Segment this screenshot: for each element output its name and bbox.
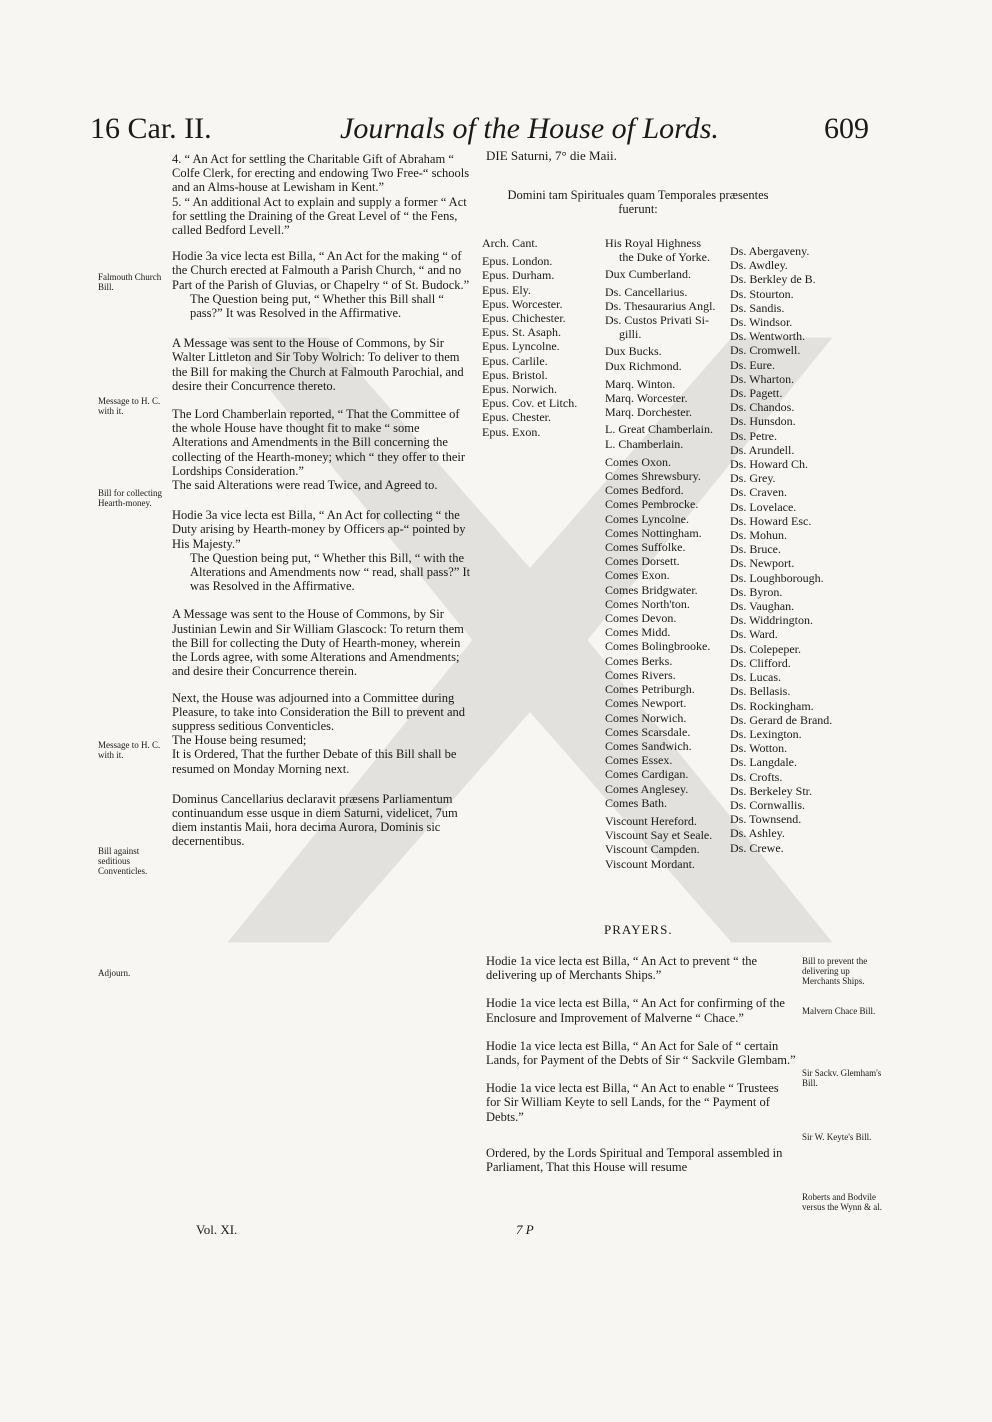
lord-entry: Comes Bridgwater. <box>605 582 698 597</box>
resumed-entry: The House being resumed; <box>172 733 307 748</box>
lord-entry: L. Chamberlain. <box>605 436 684 451</box>
lord-entry: Ds. Awdley. <box>730 258 788 273</box>
margin-note: Roberts and Bodvile versus the Wynn & al. <box>802 1192 883 1212</box>
order-entry: It is Ordered, That the further Debate of this Bill shall be resumed on Monday Morning next. <box>172 747 457 776</box>
lord-entry: Epus. London. <box>482 254 553 269</box>
lord-entry: Comes Newport. <box>605 696 687 711</box>
lord-entry: Ds. Mohun. <box>730 528 788 543</box>
lord-entry: Ds. Cancellarius. <box>605 284 688 299</box>
lord-entry: Ds. Eure. <box>730 357 775 372</box>
lord-entry: Ds. Lucas. <box>730 670 781 685</box>
margin-note: Sir W. Keyte's Bill. <box>802 1132 872 1142</box>
lord-entry: Ds. Cromwell. <box>730 343 801 358</box>
lord-entry: Ds. Langdale. <box>730 755 797 770</box>
bill-entry: Hodie 3a vice lecta est Billa, “ An Act for collecting “ the Duty arising by Hearth-money by Officers ap-“ pointed by His Majesty.” <box>172 508 466 551</box>
lord-entry: the Duke of Yorke. <box>619 250 710 265</box>
lord-entry: Ds. Wentworth. <box>730 329 806 344</box>
spiritual-lords-list <box>482 236 577 439</box>
lord-entry: Ds. Craven. <box>730 485 787 500</box>
lord-entry: Ds. Ward. <box>730 627 778 642</box>
lord-entry: Ds. Rockingham. <box>730 698 814 713</box>
lord-entry: Ds. Petre. <box>730 428 777 443</box>
date-heading: DIE Saturni, 7° die Maii. <box>486 148 617 163</box>
message-entry: A Message was sent to the House of Commons, by Sir Walter Littleton and Sir Toby Wolrich: To deliver to them the Bill for making the Church at Falmouth Parochial, and desire their Concurrence thereto. <box>172 336 464 393</box>
lord-entry: Comes Anglesey. <box>605 781 689 796</box>
lord-entry: Comes Lyncolne. <box>605 511 689 526</box>
lord-entry: Ds. Grey. <box>730 471 776 486</box>
present-heading: Domini tam Spirituales quam Temporales præsentes fuerunt: <box>507 188 769 216</box>
lord-entry: Ds. Widdrington. <box>730 613 813 628</box>
lord-entry: Comes Cardigan. <box>605 767 689 782</box>
adjourn-entry: Dominus Cancellarius declaravit præsens Parliamentum continuandum esse usque in diem Saturni, videlicet, 7um diem instantis Maii, hora decima Aurora, Dominis sic decernentibus. <box>172 791 458 849</box>
lord-entry: Dux Bucks. <box>605 344 662 359</box>
margin-note: Bill against seditious Conventicles. <box>98 846 148 876</box>
lord-entry: Ds. Bruce. <box>730 542 781 557</box>
lord-entry: Ds. Lexington. <box>730 726 802 741</box>
left-column <box>172 152 476 849</box>
lord-entry: Comes Devon. <box>605 611 677 626</box>
lord-entry: Dux Richmond. <box>605 358 682 373</box>
lord-entry: Ds. Custos Privati Si- <box>605 313 710 328</box>
bill-entry: Hodie 3a vice lecta est Billa, “ An Act for the making “ of the Church erected at Falmouth a Parish Church, “ and no Part of the Parish of Gluvias, or Chapelry “ of St. Budock.” <box>172 249 470 292</box>
lord-entry: Comes Dorsett. <box>605 554 680 569</box>
lord-entry: His Royal Highness <box>605 236 701 250</box>
bill-entry: Hodie 1a vice lecta est Billa, “ An Act for Sale of “ certain Lands, for Payment of the Debts of Sir “ Sackvile Glembam.” <box>486 1038 796 1068</box>
lord-entry: Ds. Arundell. <box>730 442 795 457</box>
question-entry: The Question being put, “ Whether this Bill, “ with the Alterations and Amendments now “ read, shall pass?” It was Resolved in the Affirmative. <box>190 550 471 594</box>
lord-entry: gilli. <box>619 327 642 342</box>
lord-entry: Comes Rivers. <box>605 667 676 682</box>
lord-entry: Ds. Thesaurarius Angl. <box>605 298 716 313</box>
lord-entry: Epus. Carlile. <box>482 353 548 368</box>
lord-entry: Comes Berks. <box>605 653 673 668</box>
lord-entry: Viscount Mordant. <box>605 856 695 871</box>
lord-entry: Ds. Stourton. <box>730 286 794 301</box>
lord-entry: Ds. Sandis. <box>730 300 785 315</box>
lord-entry: Marq. Winton. <box>605 376 676 391</box>
lord-entry: Ds. Windsor. <box>730 315 793 330</box>
lord-entry: Ds. Howard Ch. <box>730 457 808 472</box>
lord-entry: Ds. Pagett. <box>730 386 783 401</box>
margin-note: Message to H. C. with it. <box>98 740 161 760</box>
lord-entry: Ds. Howard Esc. <box>730 513 812 528</box>
committee-entry: Next, the House was adjourned into a Committee during Pleasure, to take into Consideration the Bill to prevent and suppress seditious Conventicles. <box>172 690 465 733</box>
lord-entry: Ds. Newport. <box>730 556 795 571</box>
lord-entry: Ds. Cornwallis. <box>730 797 805 812</box>
lord-entry: Comes Pembrocke. <box>605 497 699 512</box>
bill-entry: Hodie 1a vice lecta est Billa, “ An Act for confirming of the Enclosure and Improvement of Malverne “ Chace.” <box>486 996 785 1025</box>
lord-entry: Comes Bath. <box>605 795 667 810</box>
lord-entry: Marq. Dorchester. <box>605 405 692 420</box>
signature-mark: 7 P <box>516 1222 534 1237</box>
lord-entry: Epus. Durham. <box>482 268 555 283</box>
margin-note: Falmouth Church Bill. <box>98 272 162 292</box>
lord-entry: Ds. Clifford. <box>730 655 791 670</box>
header-left: 16 Car. II. <box>90 112 212 145</box>
lord-entry: Ds. Chandos. <box>730 400 795 415</box>
lord-entry: Epus. Cov. et Litch. <box>482 396 578 411</box>
lord-entry: Comes Exon. <box>605 568 670 583</box>
lord-entry: Epus. Exon. <box>482 424 541 439</box>
lord-entry: Comes Scarsdale. <box>605 724 691 739</box>
lord-entry: Comes Bedford. <box>605 483 684 498</box>
report-entry: The Lord Chamberlain reported, “ That the Committee of the whole House have thought fit to make “ some Alterations and Amendments in the Bill concerning the collecting of the Hearth-money; which “ they offer to their Lordships Consideration.” <box>172 407 466 478</box>
page-number: 609 <box>824 112 869 145</box>
barons-list <box>730 244 832 855</box>
margin-note: Bill for collecting Hearth-money. <box>98 488 162 508</box>
right-entries <box>486 954 796 1174</box>
lord-entry: Epus. Worcester. <box>482 296 563 311</box>
lord-entry: Epus. Bristol. <box>482 367 548 382</box>
margin-note: Message to H. C. with it. <box>98 396 161 416</box>
lord-entry: Arch. Cant. <box>482 236 538 250</box>
lord-entry: Comes Petriburgh. <box>605 682 695 697</box>
bill-entry: 4. “ An Act for settling the Charitable Gift of Abraham “ Colfe Clerk, for erecting and endowing Two Free-“ schools and an Alms-house at Lewisham in Kent.” <box>172 152 470 195</box>
lord-entry: Comes Midd. <box>605 625 671 640</box>
lord-entry: Comes Nottingham. <box>605 525 702 540</box>
lord-entry: Ds. Ashley. <box>730 826 785 841</box>
margin-note: Malvern Chace Bill. <box>802 1006 876 1016</box>
lord-entry: Ds. Loughborough. <box>730 570 824 585</box>
lord-entry: Ds. Byron. <box>730 584 783 599</box>
lord-entry: Ds. Crewe. <box>730 840 784 855</box>
lord-entry: Ds. Wotton. <box>730 741 788 756</box>
lord-entry: Epus. Chichester. <box>482 311 566 326</box>
margin-note: Bill to prevent the delivering up Merchants Ships. <box>802 956 868 986</box>
lord-entry: Marq. Worcester. <box>605 391 688 406</box>
lord-entry: Comes Sandwich. <box>605 738 692 753</box>
temporal-lords-list <box>605 236 715 871</box>
lord-entry: L. Great Chamberlain. <box>605 422 713 437</box>
lord-entry: Epus. Ely. <box>482 282 531 297</box>
lord-entry: Epus. Lyncolne. <box>482 339 560 354</box>
lord-entry: Ds. Hunsdon. <box>730 414 796 429</box>
volume-label: Vol. XI. <box>196 1222 238 1237</box>
question-entry: The Question being put, “ Whether this Bill shall “ pass?” It was Resolved in the Affirmative. <box>190 291 444 321</box>
lord-entry: Ds. Colepeper. <box>730 641 801 656</box>
message-entry: A Message was sent to the House of Commons, by Sir Justinian Lewin and Sir William Glascock: To return them the Bill for collecting the Duty of Hearth-money, wherein the Lords agree, with some Alterations and Amendments; and desire their Concurrence therein. <box>172 607 464 679</box>
page-title: Journals of the House of Lords. <box>340 112 719 145</box>
lord-entry: Comes Essex. <box>605 753 673 768</box>
lord-entry: Ds. Townsend. <box>730 812 802 827</box>
lord-entry: Ds. Abergaveny. <box>730 244 810 258</box>
margin-note: Sir Sackv. Glemham's Bill. <box>802 1068 882 1088</box>
lord-entry: Epus. Norwich. <box>482 382 557 397</box>
order-entry: Ordered, by the Lords Spiritual and Temporal assembled in Parliament, That this House will resume <box>486 1145 783 1175</box>
lord-entry: Ds. Wharton. <box>730 371 795 386</box>
bill-entry: 5. “ An additional Act to explain and supply a former “ Act for settling the Draining of the Great Level of “ the Fens, called Bedford Levell.” <box>172 194 467 238</box>
lord-entry: Comes Oxon. <box>605 454 671 469</box>
margin-note: Adjourn. <box>98 968 131 978</box>
lord-entry: Ds. Berkeley Str. <box>730 783 812 798</box>
bill-entry: Hodie 1a vice lecta est Billa, “ An Act to enable “ Trustees for Sir William Keyte to sell Lands, for the “ Payment of Debts.” <box>486 1081 779 1124</box>
lord-entry: Ds. Lovelace. <box>730 499 797 514</box>
lord-entry: Viscount Campden. <box>605 842 700 857</box>
lord-entry: Viscount Say et Seale. <box>605 828 713 843</box>
bill-entry: Hodie 1a vice lecta est Billa, “ An Act to prevent “ the delivering up of Merchants Ships.” <box>486 954 758 983</box>
lord-entry: Comes Bolingbrooke. <box>605 639 711 654</box>
lord-entry: Ds. Berkley de B. <box>730 272 816 287</box>
lord-entry: Viscount Hereford. <box>605 813 697 828</box>
lord-entry: Dux Cumberland. <box>605 267 691 282</box>
prayers-heading: PRAYERS. <box>604 922 673 937</box>
agreed-entry: The said Alterations were read Twice, and Agreed to. <box>172 478 438 493</box>
lord-entry: Ds. Vaughan. <box>730 599 795 614</box>
lord-entry: Epus. Chester. <box>482 410 551 425</box>
lord-entry: Ds. Bellasis. <box>730 684 791 699</box>
lord-entry: Epus. St. Asaph. <box>482 325 562 340</box>
lord-entry: Comes North'ton. <box>605 596 690 611</box>
lord-entry: Comes Norwich. <box>605 710 687 725</box>
lord-entry: Ds. Crofts. <box>730 769 783 784</box>
lord-entry: Comes Shrewsbury. <box>605 469 701 484</box>
lord-entry: Comes Suffolke. <box>605 540 686 555</box>
lord-entry: Ds. Gerard de Brand. <box>730 712 833 727</box>
